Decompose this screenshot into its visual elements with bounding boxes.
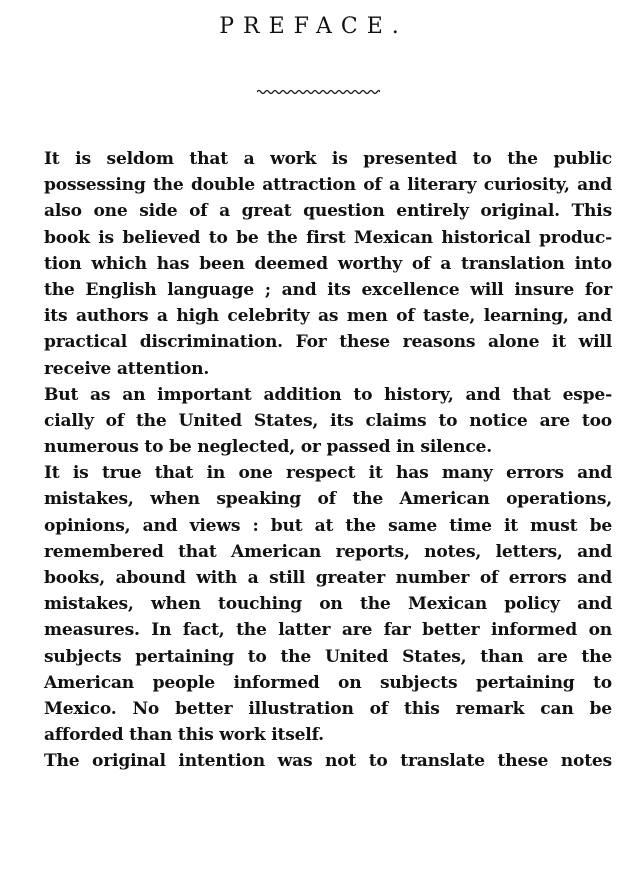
text-line: American people informed on subjects pertaining to [44,672,612,693]
preface-text [44,146,612,775]
text-line: mistakes, when speaking of the American operations, [44,489,612,510]
text-line: subjects pertaining to the United States, than are the [44,646,612,667]
text-line: books, abound with a still greater number of errors and [44,568,612,588]
text-line: book is believed to be the first Mexican historical produc- [44,227,612,248]
paragraph-2 [44,382,612,461]
text-line: afforded than this work itself. [44,725,324,746]
text-line: also one side of a great question entirely original. This [44,201,612,222]
text-line: remembered that American reports, notes, letters, and [44,541,612,562]
text-line: possessing the double attraction of a literary curiosity, and [44,175,612,196]
decorative-rule [257,88,380,96]
text-line: tion which has been deemed worthy of a translation into [44,253,612,274]
text-line: measures. In fact, the latter are far better informed on [44,620,612,641]
text-line: Mexico. No better illustration of this remark can be [44,698,612,719]
text-line: mistakes, when touching on the Mexican policy and [44,594,612,615]
text-line: opinions, and views : but at the same time it must be [44,515,612,536]
text-line: its authors a high celebrity as men of taste, learning, and [44,306,612,327]
text-line: receive attention. [44,358,210,379]
text-line: cially of the United States, its claims to notice are too [44,410,612,431]
text-line: numerous to be neglected, or passed in silence. [44,437,492,458]
text-line: practical discrimination. For these reasons alone it will [44,332,612,353]
paragraph-3 [44,460,612,748]
paragraph-1 [44,146,612,382]
paragraph-4 [44,748,612,774]
text-line: the English language ; and its excellence will insure for [44,279,612,300]
page-title: PREFACE. [219,14,408,39]
text-line: It is true that in one respect it has many errors and [44,463,612,484]
text-line: The original intention was not to translate these notes [44,751,612,772]
text-line: It is seldom that a work is presented to the public [44,149,612,169]
text-line: But as an important addition to history, and that espe- [44,384,612,405]
